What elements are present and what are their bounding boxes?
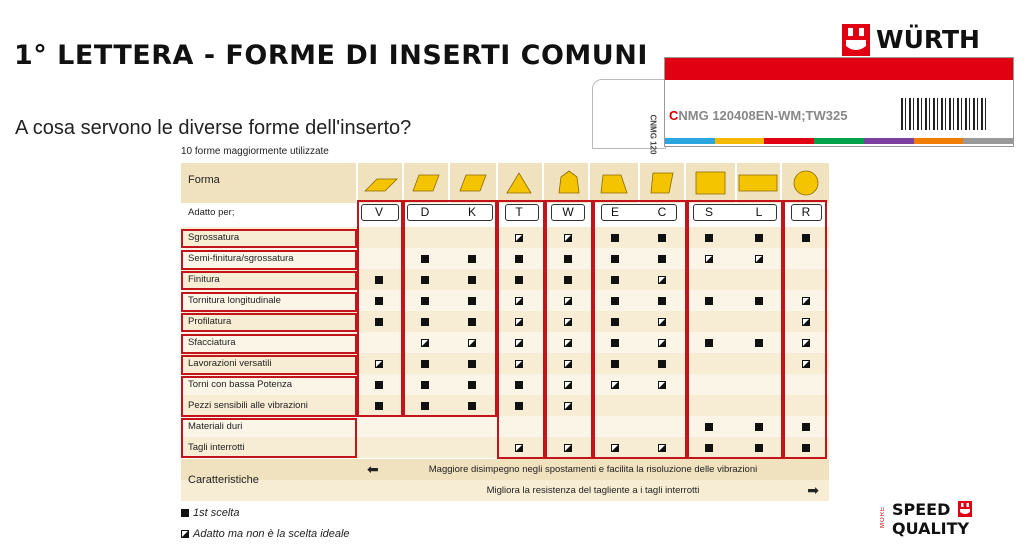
insert-shape-8: [696, 172, 725, 194]
highlight-box: [357, 200, 403, 417]
legend-first-choice: [181, 507, 239, 519]
char-line-1-text: Maggiore disimpegno negli spostamenti e facilita la risoluzione delle vibrazioni: [428, 464, 758, 475]
letter-L: L: [755, 205, 763, 219]
adatto-label: Adatto per;: [188, 207, 235, 218]
row-label: Semi-finitura/sgrossatura: [188, 253, 294, 264]
highlight-box: [181, 376, 357, 417]
letter-C: C: [657, 205, 667, 219]
logo-text: WÜRTH: [876, 25, 980, 54]
full-mark-icon: [181, 509, 189, 517]
char-line-2: [357, 480, 829, 501]
highlight-box: [181, 292, 357, 312]
wurth-logo: [842, 24, 992, 56]
color-stripe: [963, 138, 1013, 144]
color-stripes: [665, 138, 1013, 144]
insert-shapes: [181, 163, 829, 203]
wurth-small-icon: [958, 501, 972, 517]
row-label: Profilatura: [188, 316, 232, 327]
label-fold: [592, 79, 666, 155]
slide-subtitle: A cosa servono le diverse forme dell'inserto?: [15, 117, 412, 139]
letter-D: D: [420, 205, 430, 219]
legend-suitable-text: Adatto ma non è la scelta ideale: [193, 528, 350, 540]
char-line-2-text: Migliora la resistenza del tagliente a i tagli interrotti: [486, 485, 700, 496]
barcode-icon: [901, 98, 989, 130]
insert-shape-4: [507, 173, 531, 193]
letter-W: W: [562, 205, 574, 219]
product-label: [592, 57, 1024, 155]
speed-text: SPEED: [892, 500, 951, 519]
more-speed-quality-logo: [880, 500, 980, 542]
insert-shape-round: [794, 171, 818, 195]
letter-V: V: [374, 205, 383, 219]
forma-label: Forma: [188, 174, 220, 186]
arrow-right-icon: ➡: [807, 482, 819, 498]
insert-shape-7: [651, 173, 673, 193]
highlight-box: [545, 200, 593, 459]
highlight-box: [181, 229, 357, 248]
label-code-first: C: [669, 108, 679, 123]
char-label: Caratteristiche: [188, 474, 259, 486]
letter-R: R: [801, 205, 811, 219]
insert-shape-2: [413, 175, 439, 191]
color-stripe: [764, 138, 814, 144]
highlight-box: [181, 418, 357, 458]
highlight-box: [687, 200, 783, 459]
highlight-box: [181, 334, 357, 354]
row-label: Finitura: [188, 274, 220, 285]
row-label: Pezzi sensibili alle vibrazioni: [188, 400, 308, 411]
label-code-rest: NMG 120408EN-WM;TW325: [678, 108, 848, 123]
slide-title: 1° LETTERA - FORME DI INSERTI COMUNI: [14, 40, 648, 71]
letter-K: K: [467, 205, 476, 219]
insert-shape-3: [460, 175, 486, 191]
letter-T: T: [515, 205, 523, 219]
color-stripe: [665, 138, 715, 144]
color-stripe: [864, 138, 914, 144]
letter-S: S: [704, 205, 713, 219]
label-red-band: [665, 58, 1013, 80]
color-stripe: [814, 138, 864, 144]
highlight-box: [181, 271, 357, 290]
quality-text: QUALITY: [892, 519, 970, 538]
color-stripe: [715, 138, 765, 144]
half-mark-icon: [181, 530, 189, 538]
color-stripe: [914, 138, 964, 144]
highlight-box: [181, 250, 357, 270]
row-label: Torni con bassa Potenza: [188, 379, 293, 390]
legend-first-text: 1st scelta: [193, 507, 240, 519]
label-fold-text: CNMG 120: [648, 114, 658, 155]
char-line-1: [357, 459, 829, 480]
legend-suitable: [181, 528, 350, 540]
label-main: [664, 57, 1014, 147]
letter-E: E: [610, 205, 619, 219]
insert-shape-table: [181, 163, 829, 500]
arrow-left-icon: ⬅: [367, 461, 379, 477]
insert-shape-6: [601, 175, 627, 193]
highlight-box: [181, 355, 357, 375]
highlight-box: [783, 200, 827, 459]
speed-more-text: MORE: [880, 506, 886, 528]
row-label: Tagli interrotti: [188, 442, 245, 453]
highlight-box: [181, 313, 357, 332]
wurth-logo-icon: [842, 24, 870, 56]
insert-shape-9: [739, 175, 777, 191]
row-label: Sfacciatura: [188, 337, 236, 348]
insert-shape-5: [559, 171, 579, 193]
highlight-box: [403, 200, 497, 417]
highlight-box: [497, 200, 545, 459]
row-label: Tornitura longitudinale: [188, 295, 281, 306]
label-code: [669, 108, 847, 123]
table-caption: 10 forme maggiormente utilizzate: [181, 146, 329, 157]
highlight-box: [593, 200, 687, 459]
row-label: Sgrossatura: [188, 232, 240, 243]
insert-shape-1: [365, 179, 397, 191]
row-label: Materiali duri: [188, 421, 243, 432]
row-label: Lavorazioni versatili: [188, 358, 272, 369]
